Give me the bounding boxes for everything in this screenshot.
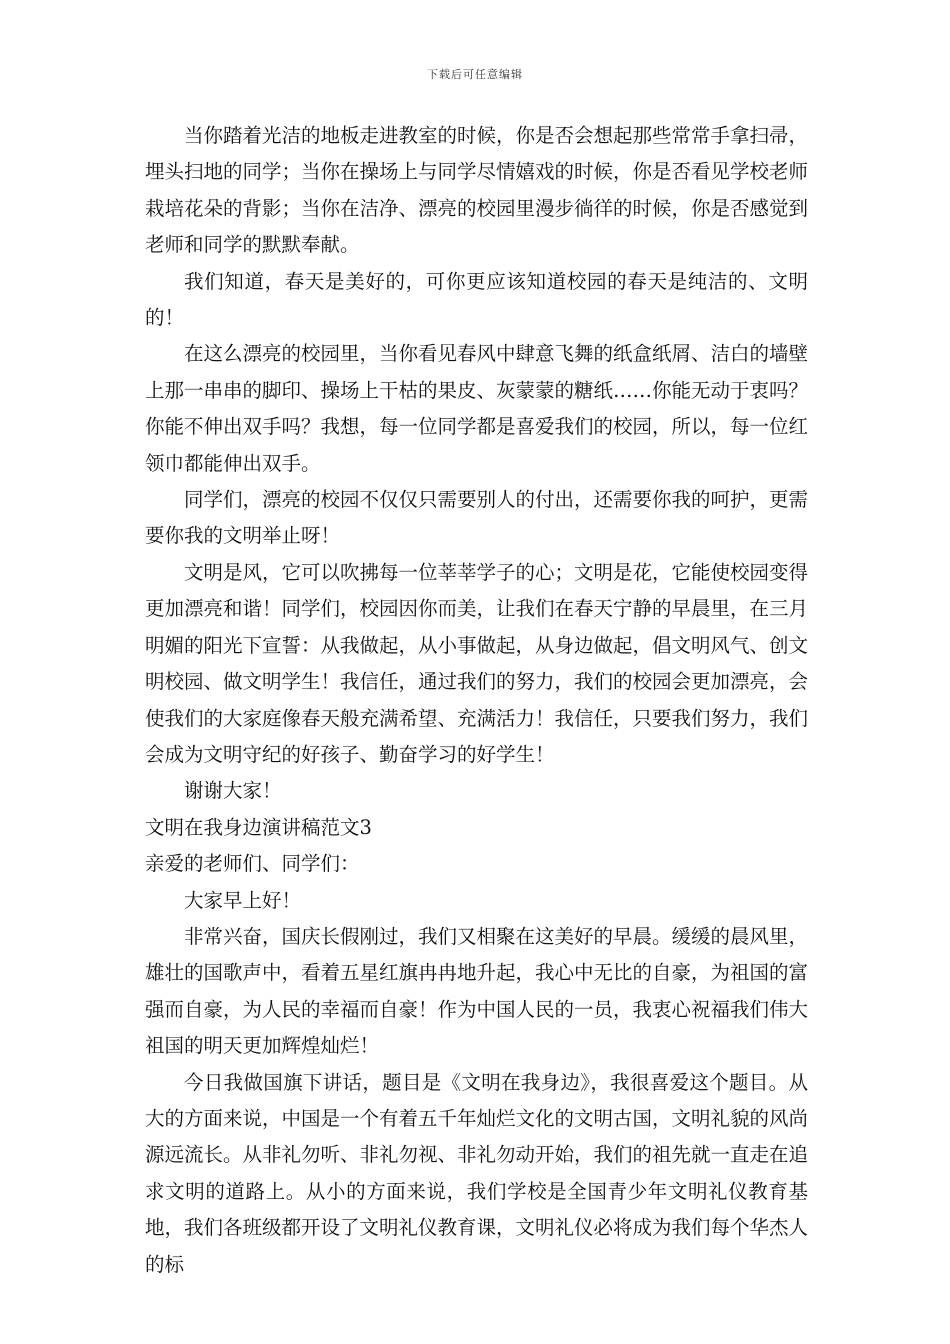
paragraph: 我们知道，春天是美好的，可你更应该知道校园的春天是纯洁的、文明的！ — [145, 269, 808, 330]
section-title: 文明在我身边演讲稿范文3 — [145, 815, 372, 839]
greeting: 大家早上好！ — [184, 888, 302, 912]
document-body — [145, 118, 808, 1283]
closing-line: 谢谢大家！ — [184, 779, 282, 803]
paragraph: 非常兴奋，国庆长假刚过，我们又相聚在这美好的早晨。缓缓的晨风里，雄壮的国歌声中，看着五星红旗冉冉地升起，我心中无比的自豪，为祖国的富强而自豪，为人民的幸福而自豪！作为中国人民的一员，我衷心祝福我们伟大祖国的明天更加辉煌灿烂！ — [145, 924, 809, 1058]
paragraph: 今日我做国旗下讲话，题目是《文明在我身边》，我很喜爱这个题目。从大的方面来说，中国是一个有着五千年灿烂文化的文明古国，文明礼貌的风尚源远流长。从非礼勿听、非礼勿视、非礼勿动开始，我们的祖先就一直走在追求文明的道路上。从小的方面来说，我们学校是全国青少年文明礼仪教育基地，我们各班级都开设了文明礼仪教育课，文明礼仪必将成为我们每个华杰人的标 — [145, 1070, 809, 1276]
header-note: 下载后可任意编辑 — [427, 68, 523, 81]
paragraph: 文明是风，它可以吹拂每一位莘莘学子的心；文明是花，它能使校园变得更加漂亮和谐！同学们，校园因你而美，让我们在春天宁静的早晨里，在三月明媚的阳光下宣誓：从我做起，从小事做起，从身边做起，倡文明风气、创文明校园、做文明学生！我信任，通过我们的努力，我们的校园会更加漂亮，会使我们的大家庭像春天般充满希望、充满活力！我信任，只要我们努力，我们会成为文明守纪的好孩子、勤奋学习的好学生！ — [145, 560, 809, 766]
salutation: 亲爱的老师们、同学们： — [145, 852, 360, 876]
paragraph: 在这么漂亮的校园里，当你看见春风中肆意飞舞的纸盒纸屑、洁白的墙壁上那一串串的脚印、操场上干枯的果皮、灰蒙蒙的糖纸……你能无动于衷吗？你能不伸出双手吗？我想，每一位同学都是喜爱我们的校园，所以，每一位红领巾都能伸出双手。 — [145, 342, 809, 475]
paragraph: 当你踏着光洁的地板走进教室的时候，你是否会想起那些常常手拿扫帚，埋头扫地的同学；当你在操场上与同学尽情嬉戏的时候，你是否看见学校老师栽培花朵的背影；当你在洁净、漂亮的校园里漫步徜徉的时候，你是否感觉到老师和同学的默默奉献。 — [145, 124, 809, 257]
paragraph: 同学们，漂亮的校园不仅仅只需要别人的付出，还需要你我的呵护，更需要你我的文明举止呀！ — [145, 488, 809, 548]
